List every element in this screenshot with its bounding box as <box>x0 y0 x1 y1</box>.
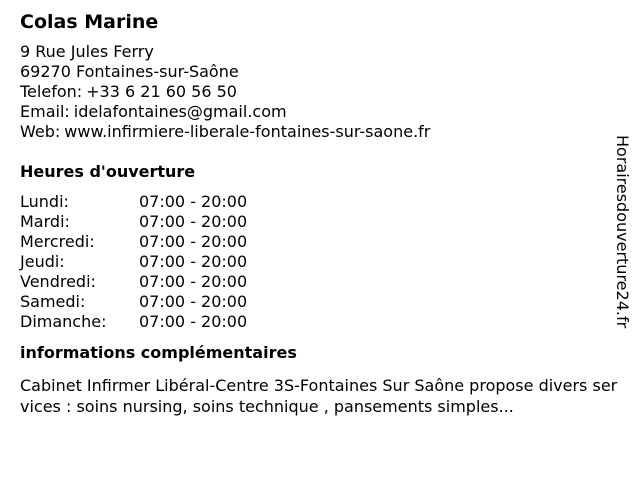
hours-row-sunday <box>20 312 620 332</box>
email-link[interactable]: idelafontaines@gmail.com <box>73 102 287 121</box>
business-card <box>20 10 620 417</box>
day-label: Lundi: <box>20 192 69 211</box>
email-row <box>20 102 620 122</box>
day-label: Dimanche: <box>20 312 107 331</box>
phone-link[interactable]: +33 6 21 60 56 50 <box>86 82 237 101</box>
extra-info-heading: informations complémentaires <box>20 343 297 362</box>
site-watermark: Horairesdouverture24.fr <box>613 135 632 329</box>
hours-row-thursday <box>20 252 620 272</box>
business-name: Colas Marine <box>20 11 159 33</box>
web-row <box>20 122 620 142</box>
time-range: 07:00 - 20:00 <box>139 292 248 311</box>
address-line-1: 9 Rue Jules Ferry <box>20 42 154 61</box>
web-link[interactable]: www.infirmiere-liberale-fontaines-sur-saone.fr <box>64 122 431 141</box>
web-label: Web: <box>20 122 61 141</box>
day-label: Vendredi: <box>20 272 96 291</box>
hours-row-saturday <box>20 292 620 312</box>
day-label: Jeudi: <box>20 252 65 271</box>
day-label: Mercredi: <box>20 232 95 251</box>
hours-row-tuesday <box>20 212 620 232</box>
time-range: 07:00 - 20:00 <box>139 192 248 211</box>
time-range: 07:00 - 20:00 <box>139 272 248 291</box>
hours-row-wednesday <box>20 232 620 252</box>
watermark-container <box>612 135 632 375</box>
time-range: 07:00 - 20:00 <box>139 252 248 271</box>
extra-info-text: Cabinet Infirmer Libéral-Centre 3S-Fontaines Sur Saône propose divers services : soins nursing, soins technique , pansements simples... <box>20 376 618 416</box>
address-line-2: 69270 Fontaines-sur-Saône <box>20 62 239 81</box>
hours-heading: Heures d'ouverture <box>20 162 196 181</box>
hours-row-friday <box>20 272 620 292</box>
time-range: 07:00 - 20:00 <box>139 232 248 251</box>
day-label: Samedi: <box>20 292 86 311</box>
email-label: Email: <box>20 102 70 121</box>
time-range: 07:00 - 20:00 <box>139 212 248 231</box>
phone-row <box>20 82 620 102</box>
phone-label: Telefon: <box>20 82 83 101</box>
hours-row-monday <box>20 192 620 212</box>
hours-list <box>20 192 620 332</box>
time-range: 07:00 - 20:00 <box>139 312 248 331</box>
day-label: Mardi: <box>20 212 70 231</box>
